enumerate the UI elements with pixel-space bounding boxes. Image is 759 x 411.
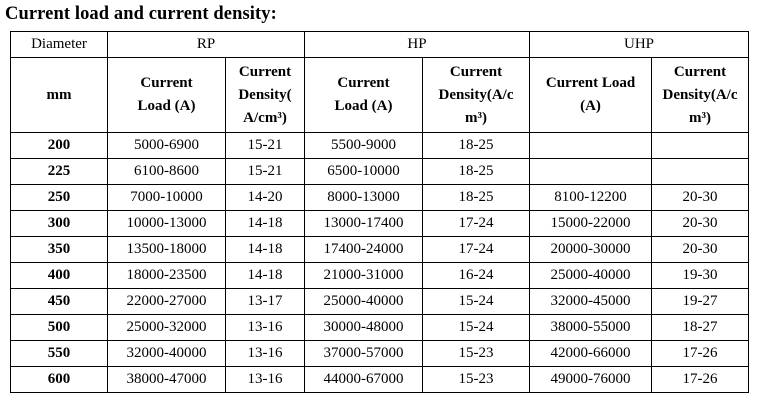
rp-load-cell: 10000-13000 (108, 211, 226, 237)
header-uhp-density-line2: Density(A/c (662, 86, 738, 103)
rp-load-cell: 25000-32000 (108, 315, 226, 341)
diameter-cell: 600 (11, 367, 108, 393)
header-hp-load-line1: Current (337, 75, 390, 91)
hp-load-cell: 6500-10000 (305, 159, 423, 185)
hp-density-cell: 17-24 (423, 237, 530, 263)
rp-load-cell: 38000-47000 (108, 367, 226, 393)
uhp-load-cell: 38000-55000 (530, 315, 652, 341)
diameter-cell: 550 (11, 341, 108, 367)
rp-load-cell: 18000-23500 (108, 263, 226, 289)
table-row (11, 237, 749, 263)
diameter-cell: 250 (11, 185, 108, 211)
header-hp-density-line1: Current (449, 63, 503, 80)
header-hp-density (423, 58, 530, 133)
hp-load-cell: 13000-17400 (305, 211, 423, 237)
header-uhp-density-line3: m³) (689, 109, 712, 126)
header-hp-load (305, 58, 423, 133)
header-hp-density-line2: Density(A/c (438, 86, 514, 103)
rp-density-cell: 14-20 (226, 185, 305, 211)
table-row (11, 341, 749, 367)
uhp-load-cell: 15000-22000 (530, 211, 652, 237)
header-rp-density-line1: Current (238, 63, 292, 80)
rp-density-cell: 13-16 (226, 315, 305, 341)
rp-density-cell: 14-18 (226, 263, 305, 289)
uhp-density-cell: 17-26 (652, 367, 749, 393)
header-row-groups (11, 32, 749, 58)
uhp-density-cell: 18-27 (652, 315, 749, 341)
current-spec-table (10, 31, 749, 393)
hp-density-cell: 18-25 (423, 133, 530, 159)
header-group-rp: RP (108, 32, 305, 58)
header-hp-density-line3: m³) (465, 109, 488, 126)
hp-load-cell: 37000-57000 (305, 341, 423, 367)
uhp-load-cell: 8100-12200 (530, 185, 652, 211)
hp-load-cell: 21000-31000 (305, 263, 423, 289)
header-uhp-load-line2: (A) (580, 98, 601, 114)
hp-load-cell: 5500-9000 (305, 133, 423, 159)
diameter-cell: 200 (11, 133, 108, 159)
rp-density-cell: 13-17 (226, 289, 305, 315)
rp-load-cell: 13500-18000 (108, 237, 226, 263)
header-uhp-load-line1: Current Load (545, 75, 636, 91)
rp-load-cell: 6100-8600 (108, 159, 226, 185)
table-row (11, 211, 749, 237)
hp-density-cell: 18-25 (423, 185, 530, 211)
rp-load-cell: 32000-40000 (108, 341, 226, 367)
uhp-load-cell: 42000-66000 (530, 341, 652, 367)
hp-density-cell: 16-24 (423, 263, 530, 289)
table-row (11, 367, 749, 393)
diameter-cell: 400 (11, 263, 108, 289)
header-diameter: Diameter (11, 32, 108, 58)
uhp-load-cell: 25000-40000 (530, 263, 652, 289)
rp-density-cell: 15-21 (226, 159, 305, 185)
header-group-hp: HP (305, 32, 530, 58)
rp-density-cell: 13-16 (226, 341, 305, 367)
rp-density-cell: 13-16 (226, 367, 305, 393)
uhp-load-cell: 49000-76000 (530, 367, 652, 393)
hp-load-cell: 25000-40000 (305, 289, 423, 315)
header-row-sub (11, 58, 749, 133)
rp-load-cell: 22000-27000 (108, 289, 226, 315)
diameter-cell: 300 (11, 211, 108, 237)
rp-density-cell: 14-18 (226, 211, 305, 237)
table-row (11, 315, 749, 341)
uhp-load-cell (530, 133, 652, 159)
header-hp-load-line2: Load (A) (334, 98, 393, 114)
hp-load-cell: 17400-24000 (305, 237, 423, 263)
header-uhp-density (652, 58, 749, 133)
table-row (11, 133, 749, 159)
header-rp-load (108, 58, 226, 133)
hp-density-cell: 15-23 (423, 341, 530, 367)
rp-load-cell: 5000-6900 (108, 133, 226, 159)
uhp-density-cell: 20-30 (652, 237, 749, 263)
hp-load-cell: 8000-13000 (305, 185, 423, 211)
header-rp-load-line2: Load (A) (137, 98, 196, 114)
uhp-density-cell (652, 159, 749, 185)
diameter-cell: 350 (11, 237, 108, 263)
uhp-density-cell: 19-30 (652, 263, 749, 289)
hp-load-cell: 44000-67000 (305, 367, 423, 393)
hp-density-cell: 15-23 (423, 367, 530, 393)
uhp-load-cell (530, 159, 652, 185)
uhp-density-cell: 17-26 (652, 341, 749, 367)
hp-density-cell: 18-25 (423, 159, 530, 185)
diameter-cell: 450 (11, 289, 108, 315)
diameter-cell: 225 (11, 159, 108, 185)
page-title: Current load and current density: (5, 4, 277, 24)
hp-load-cell: 30000-48000 (305, 315, 423, 341)
diameter-cell: 500 (11, 315, 108, 341)
uhp-density-cell: 20-30 (652, 185, 749, 211)
header-uhp-load (530, 58, 652, 133)
table-row (11, 159, 749, 185)
table-row (11, 185, 749, 211)
header-uhp-density-line1: Current (673, 63, 727, 80)
header-rp-density-line3: A/cm³) (243, 109, 287, 126)
header-unit: mm (11, 58, 108, 133)
table-body (11, 133, 749, 393)
rp-density-cell: 15-21 (226, 133, 305, 159)
uhp-load-cell: 32000-45000 (530, 289, 652, 315)
header-group-uhp: UHP (530, 32, 749, 58)
hp-density-cell: 15-24 (423, 289, 530, 315)
uhp-load-cell: 20000-30000 (530, 237, 652, 263)
uhp-density-cell: 19-27 (652, 289, 749, 315)
uhp-density-cell (652, 133, 749, 159)
uhp-density-cell: 20-30 (652, 211, 749, 237)
header-rp-density-line2: Density( (238, 86, 292, 103)
header-rp-density (226, 58, 305, 133)
header-rp-load-line1: Current (140, 75, 193, 91)
table-row (11, 263, 749, 289)
table-row (11, 289, 749, 315)
hp-density-cell: 17-24 (423, 211, 530, 237)
rp-load-cell: 7000-10000 (108, 185, 226, 211)
rp-density-cell: 14-18 (226, 237, 305, 263)
hp-density-cell: 15-24 (423, 315, 530, 341)
